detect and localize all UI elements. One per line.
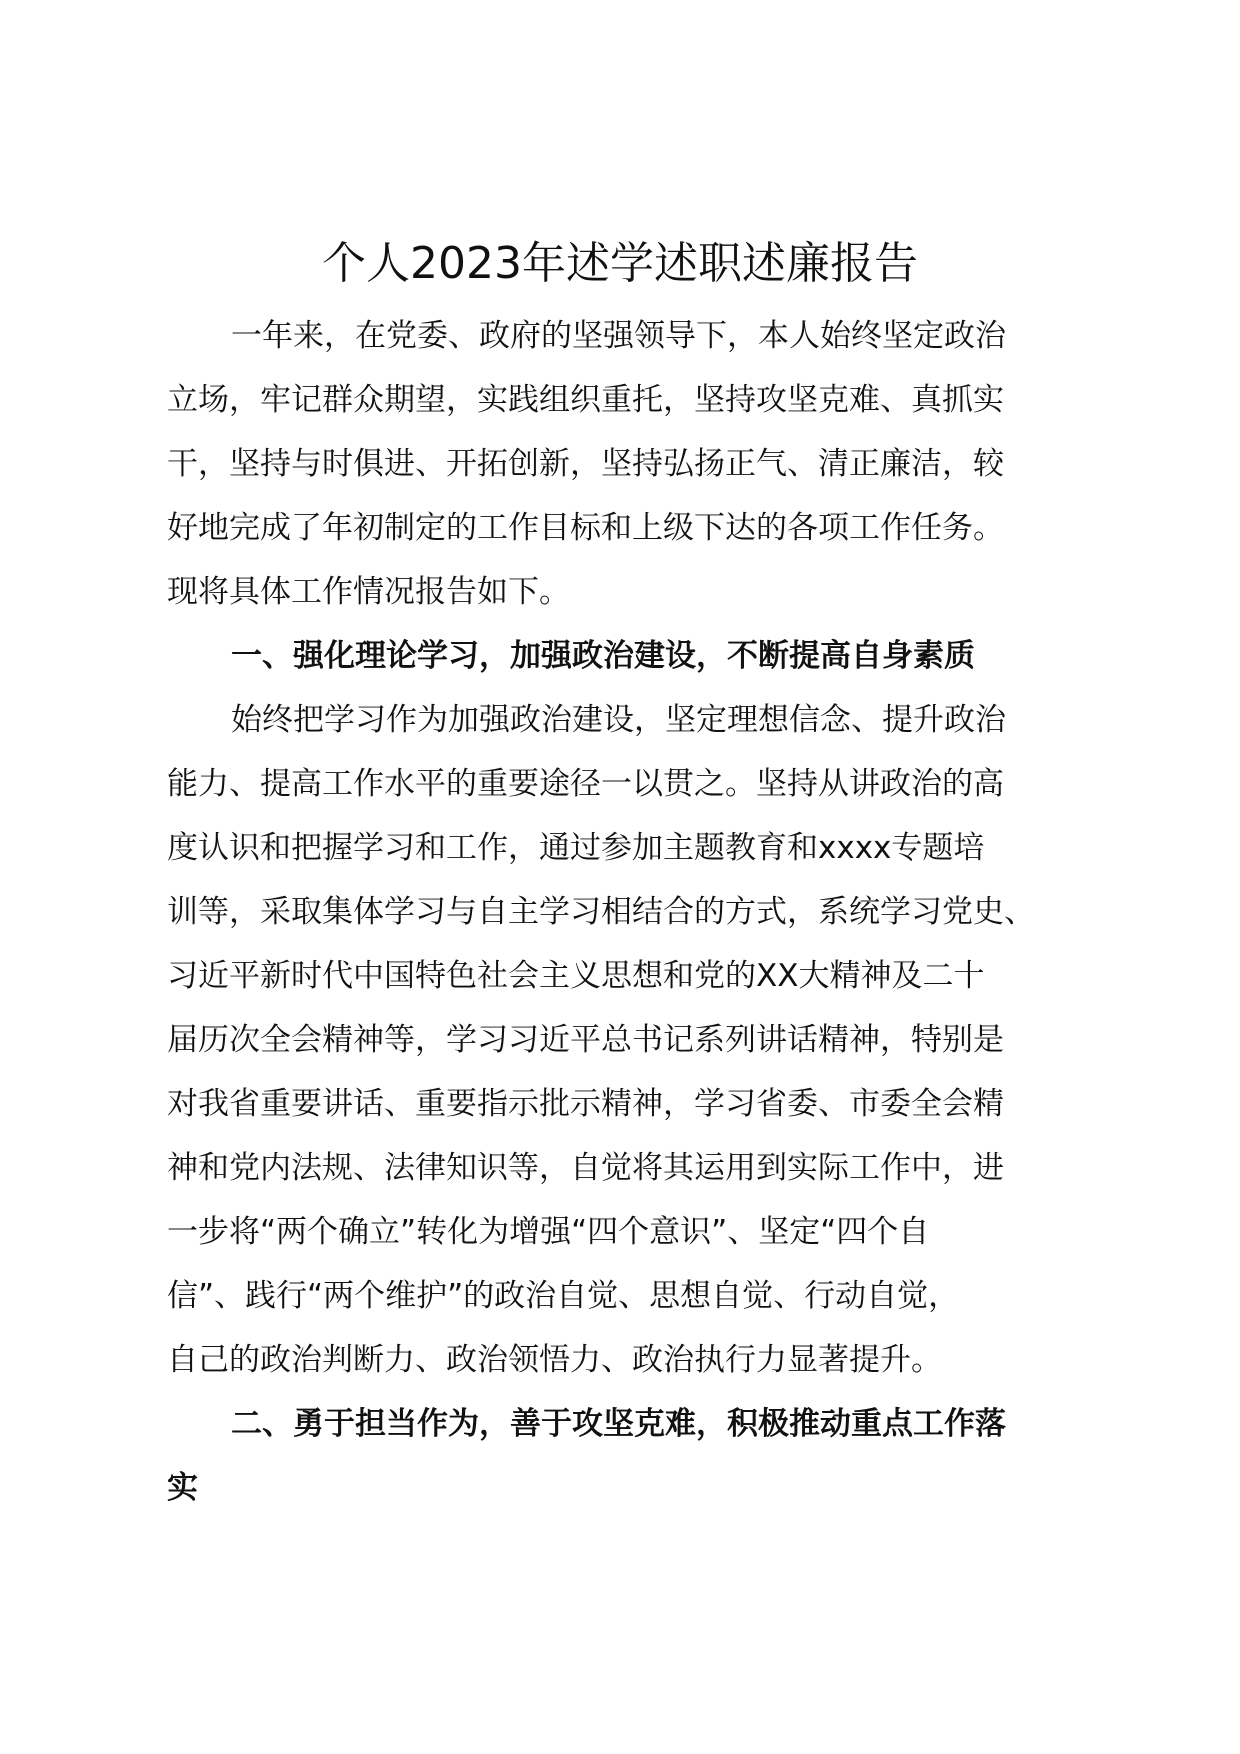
body-line: 一步将“两个确立”转化为增强“四个意识”、坚定“四个自 — [167, 1214, 930, 1250]
section-heading: 一、强化理论学习，加强政治建设，不断提高自身素质 — [231, 638, 975, 674]
section-heading-continuation: 实 — [167, 1470, 198, 1506]
document-body — [167, 304, 1097, 1520]
body-line: 立场，牢记群众期望，实践组织重托，坚持攻坚克难、真抓实 — [167, 382, 1004, 418]
body-line: 一年来，在党委、政府的坚强领导下，本人始终坚定政治 — [231, 318, 1006, 354]
section-heading: 二、勇于担当作为，善于攻坚克难，积极推动重点工作落 — [231, 1406, 1006, 1442]
body-line: 信”、践行“两个维护”的政治自觉、思想自觉、行动自觉， — [167, 1278, 960, 1314]
body-line: 对我省重要讲话、重要指示批示精神，学习省委、市委全会精 — [167, 1086, 1004, 1122]
document-title: 个人2023年述学述职述廉报告 — [322, 238, 918, 289]
body-line: 神和党内法规、法律知识等，自觉将其运用到实际工作中，进 — [167, 1150, 1004, 1186]
body-line: 习近平新时代中国特色社会主义思想和党的XX大精神及二十 — [167, 958, 985, 994]
body-line: 届历次全会精神等，学习习近平总书记系列讲话精神，特别是 — [167, 1022, 1004, 1058]
body-line: 干，坚持与时俱进、开拓创新，坚持弘扬正气、清正廉洁，较 — [167, 446, 1004, 482]
body-line: 能力、提高工作水平的重要途径一以贯之。坚持从讲政治的高 — [167, 766, 1004, 802]
body-line: 好地完成了年初制定的工作目标和上级下达的各项工作任务。 — [167, 510, 1004, 546]
body-line: 训等，采取集体学习与自主学习相结合的方式，系统学习党史、 — [167, 894, 1035, 930]
body-line: 现将具体工作情况报告如下。 — [167, 574, 570, 610]
body-line: 始终把学习作为加强政治建设，坚定理想信念、提升政治 — [231, 702, 1006, 738]
body-line: 度认识和把握学习和工作，通过参加主题教育和xxxx专题培 — [167, 830, 985, 866]
body-line: 自己的政治判断力、政治领悟力、政治执行力显著提升。 — [167, 1342, 942, 1378]
